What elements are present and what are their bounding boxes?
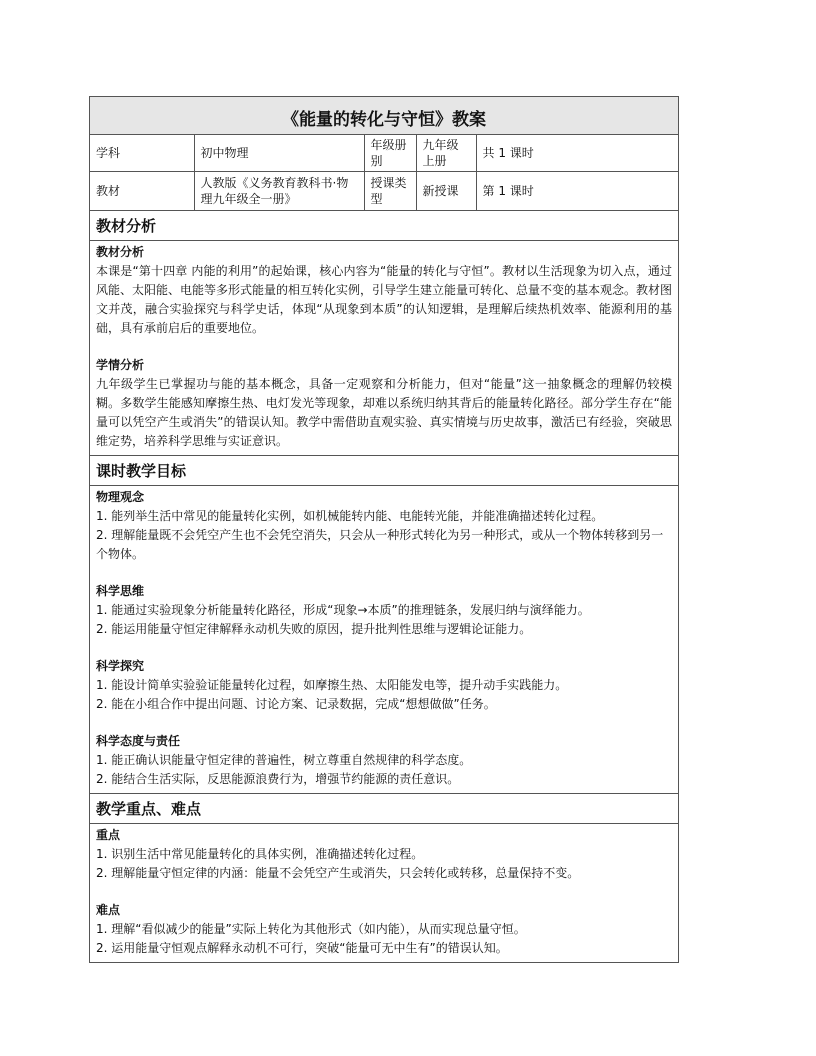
- hours-value: 共 1 课时: [476, 135, 678, 172]
- info-row-textbook: [90, 172, 678, 211]
- list-item: 2. 理解能量守恒定律的内涵：能量不会凭空产生或消失，只会转化或转移，总量保持不变。: [96, 866, 580, 880]
- list-item: 1. 能通过实验现象分析能量转化路径，形成“现象→本质”的推理链条，发展归纳与演绎能力。: [96, 603, 590, 617]
- section-body-keypoints: [90, 824, 678, 962]
- section-heading-keypoints: 教学重点、难点: [90, 794, 678, 824]
- info-row-subject: [90, 135, 678, 172]
- textbook-value: 人教版《义务教育教科书·物理九年级全一册》: [194, 172, 364, 211]
- list-item: 1. 能正确认识能量守恒定律的普遍性，树立尊重自然规律的科学态度。: [96, 753, 472, 767]
- grade-label: 年级册别: [364, 135, 416, 172]
- lesson-type-label: 授课类型: [364, 172, 416, 211]
- list-item: 1. 能设计简单实验验证能量转化过程，如摩擦生热、太阳能发电等，提升动手实践能力。: [96, 678, 568, 692]
- lesson-plan-document: [89, 96, 679, 963]
- list-item: 2. 运用能量守恒观点解释永动机不可行，突破“能量可无中生有”的错误认知。: [96, 941, 508, 955]
- section-heading-goals: 课时教学目标: [90, 456, 678, 486]
- subheading-learner-analysis: 学情分析: [96, 358, 145, 372]
- list-item: 2. 理解能量既不会凭空产生也不会凭空消失，只会从一种形式转化为另一种形式，或从一个物体转移到另一个物体。: [96, 528, 664, 561]
- subheading-textbook-analysis: 教材分析: [96, 245, 145, 259]
- lesson-type-value: 新授课: [416, 172, 476, 211]
- paragraph-learner-analysis: 九年级学生已掌握功与能的基本概念，具备一定观察和分析能力，但对“能量”这一抽象概念的理解仍较模糊。多数学生能感知摩擦生热、电灯发光等现象，却难以系统归纳其背后的能量转化路径。部分学生存在“能量可以凭空产生或消失”的错误认知。教学中需借助直观实验、真实情境与历史故事，激活已有经验，突破思维定势，培养科学思维与实证意识。: [96, 377, 672, 448]
- grade-value: 九年级上册: [416, 135, 476, 172]
- list-item: 2. 能运用能量守恒定律解释永动机失败的原因，提升批判性思维与逻辑论证能力。: [96, 622, 532, 636]
- list-item: 2. 能结合生活实际，反思能源浪费行为，增强节约能源的责任意识。: [96, 772, 460, 786]
- list-item: 1. 识别生活中常见能量转化的具体实例，准确描述转化过程。: [96, 847, 424, 861]
- subheading-physics-concept: 物理观念: [96, 490, 145, 504]
- paragraph-textbook-analysis: 本课是“第十四章 内能的利用”的起始课，核心内容为“能量的转化与守恒”。教材以生活现象为切入点，通过风能、太阳能、电能等多形式能量的相互转化实例，引导学生建立能量可转化、总量不变的基本观念。教材图文并茂，融合实验探究与科学史话，体现“从现象到本质”的认知逻辑，是理解后续热机效率、能源利用的基础，具有承前启后的重要地位。: [96, 264, 673, 335]
- subheading-key-points: 重点: [96, 828, 121, 842]
- subheading-attitude-responsibility: 科学态度与责任: [96, 734, 181, 748]
- section-body-goals: [90, 486, 678, 794]
- session-value: 第 1 课时: [476, 172, 678, 211]
- list-item: 1. 能列举生活中常见的能量转化实例，如机械能转内能、电能转光能，并能准确描述转化过程。: [96, 509, 604, 523]
- document-title: 《能量的转化与守恒》教案: [90, 97, 678, 135]
- subject-value: 初中物理: [194, 135, 364, 172]
- subject-label: 学科: [90, 135, 194, 172]
- list-item: 2. 能在小组合作中提出问题、讨论方案、记录数据，完成“想想做做”任务。: [96, 697, 496, 711]
- list-item: 1. 理解“看似减少的能量”实际上转化为其他形式（如内能），从而实现总量守恒。: [96, 922, 526, 936]
- subheading-scientific-thinking: 科学思维: [96, 584, 145, 598]
- section-body-analysis: [90, 241, 678, 456]
- subheading-scientific-inquiry: 科学探究: [96, 659, 145, 673]
- course-info-table: [90, 135, 678, 211]
- section-heading-analysis: 教材分析: [90, 211, 678, 241]
- subheading-difficult-points: 难点: [96, 903, 121, 917]
- textbook-label: 教材: [90, 172, 194, 211]
